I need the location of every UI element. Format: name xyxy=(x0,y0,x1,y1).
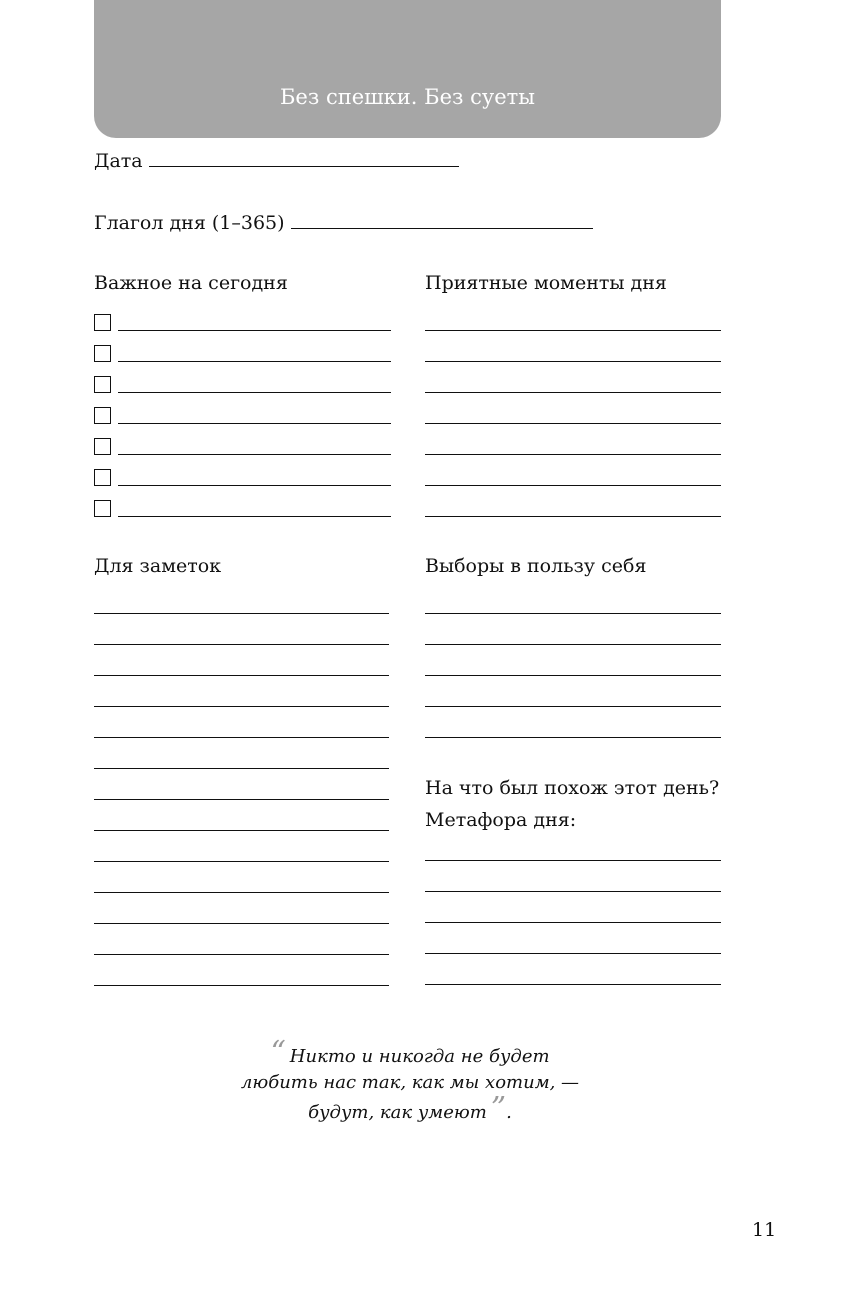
choices-heading: Выборы в пользу себя xyxy=(425,555,647,577)
task-checkbox[interactable] xyxy=(94,407,111,424)
writing-line[interactable] xyxy=(118,516,391,517)
verb-label: Глагол дня (1–365) xyxy=(94,212,285,234)
quote-line-1 xyxy=(200,1035,620,1070)
writing-line[interactable] xyxy=(94,768,389,769)
quote-line-3 xyxy=(200,1091,620,1126)
writing-line[interactable] xyxy=(425,361,721,362)
writing-line[interactable] xyxy=(425,891,721,892)
writing-line[interactable] xyxy=(425,984,721,985)
date-blank[interactable] xyxy=(149,148,459,167)
writing-line[interactable] xyxy=(118,392,391,393)
verb-blank[interactable] xyxy=(291,210,593,229)
page-number: 11 xyxy=(752,1219,777,1241)
writing-line[interactable] xyxy=(425,330,721,331)
writing-line[interactable] xyxy=(425,675,721,676)
writing-line[interactable] xyxy=(118,454,391,455)
page-title: Без спешки. Без суеты xyxy=(279,85,536,109)
date-field[interactable] xyxy=(94,148,459,174)
writing-line[interactable] xyxy=(94,799,389,800)
writing-line[interactable] xyxy=(94,737,389,738)
writing-line[interactable] xyxy=(425,423,721,424)
writing-line[interactable] xyxy=(425,922,721,923)
writing-line[interactable] xyxy=(94,830,389,831)
writing-line[interactable] xyxy=(118,485,391,486)
writing-line[interactable] xyxy=(425,516,721,517)
writing-line[interactable] xyxy=(94,706,389,707)
header-banner xyxy=(94,0,721,138)
writing-line[interactable] xyxy=(94,861,389,862)
task-checkbox[interactable] xyxy=(94,376,111,393)
date-label: Дата xyxy=(94,150,143,172)
writing-line[interactable] xyxy=(118,330,391,331)
writing-line[interactable] xyxy=(118,423,391,424)
writing-line[interactable] xyxy=(425,613,721,614)
writing-line[interactable] xyxy=(94,923,389,924)
writing-line[interactable] xyxy=(118,361,391,362)
task-checkbox[interactable] xyxy=(94,438,111,455)
task-checkbox[interactable] xyxy=(94,500,111,517)
writing-line[interactable] xyxy=(94,613,389,614)
writing-line[interactable] xyxy=(425,737,721,738)
task-checkbox[interactable] xyxy=(94,469,111,486)
writing-line[interactable] xyxy=(94,985,389,986)
writing-line[interactable] xyxy=(425,485,721,486)
quote-line-2: любить нас так, как мы хотим, — xyxy=(240,1072,580,1093)
quote-block xyxy=(200,1035,620,1126)
writing-line[interactable] xyxy=(425,706,721,707)
writing-line[interactable] xyxy=(425,454,721,455)
metaphor-heading: Метафора дня: xyxy=(425,809,577,831)
writing-line[interactable] xyxy=(425,392,721,393)
open-quote-mark: “ xyxy=(270,1035,286,1070)
close-quote-mark: ” xyxy=(490,1091,507,1126)
verb-of-day-field[interactable] xyxy=(94,210,593,236)
quote-end: . xyxy=(506,1102,512,1123)
writing-line[interactable] xyxy=(94,892,389,893)
writing-line[interactable] xyxy=(425,953,721,954)
writing-line[interactable] xyxy=(94,954,389,955)
writing-line[interactable] xyxy=(425,644,721,645)
notes-heading: Для заметок xyxy=(94,555,222,577)
task-checkbox[interactable] xyxy=(94,314,111,331)
quote-text-3: будут, как умеют xyxy=(308,1102,487,1123)
important-heading: Важное на сегодня xyxy=(94,272,288,294)
pleasant-heading: Приятные моменты дня xyxy=(425,272,667,294)
writing-line[interactable] xyxy=(94,644,389,645)
quote-text-1: Никто и никогда не будет xyxy=(289,1046,550,1067)
writing-line[interactable] xyxy=(425,860,721,861)
writing-line[interactable] xyxy=(94,675,389,676)
metaphor-question: На что был похож этот день? xyxy=(425,777,720,799)
task-checkbox[interactable] xyxy=(94,345,111,362)
